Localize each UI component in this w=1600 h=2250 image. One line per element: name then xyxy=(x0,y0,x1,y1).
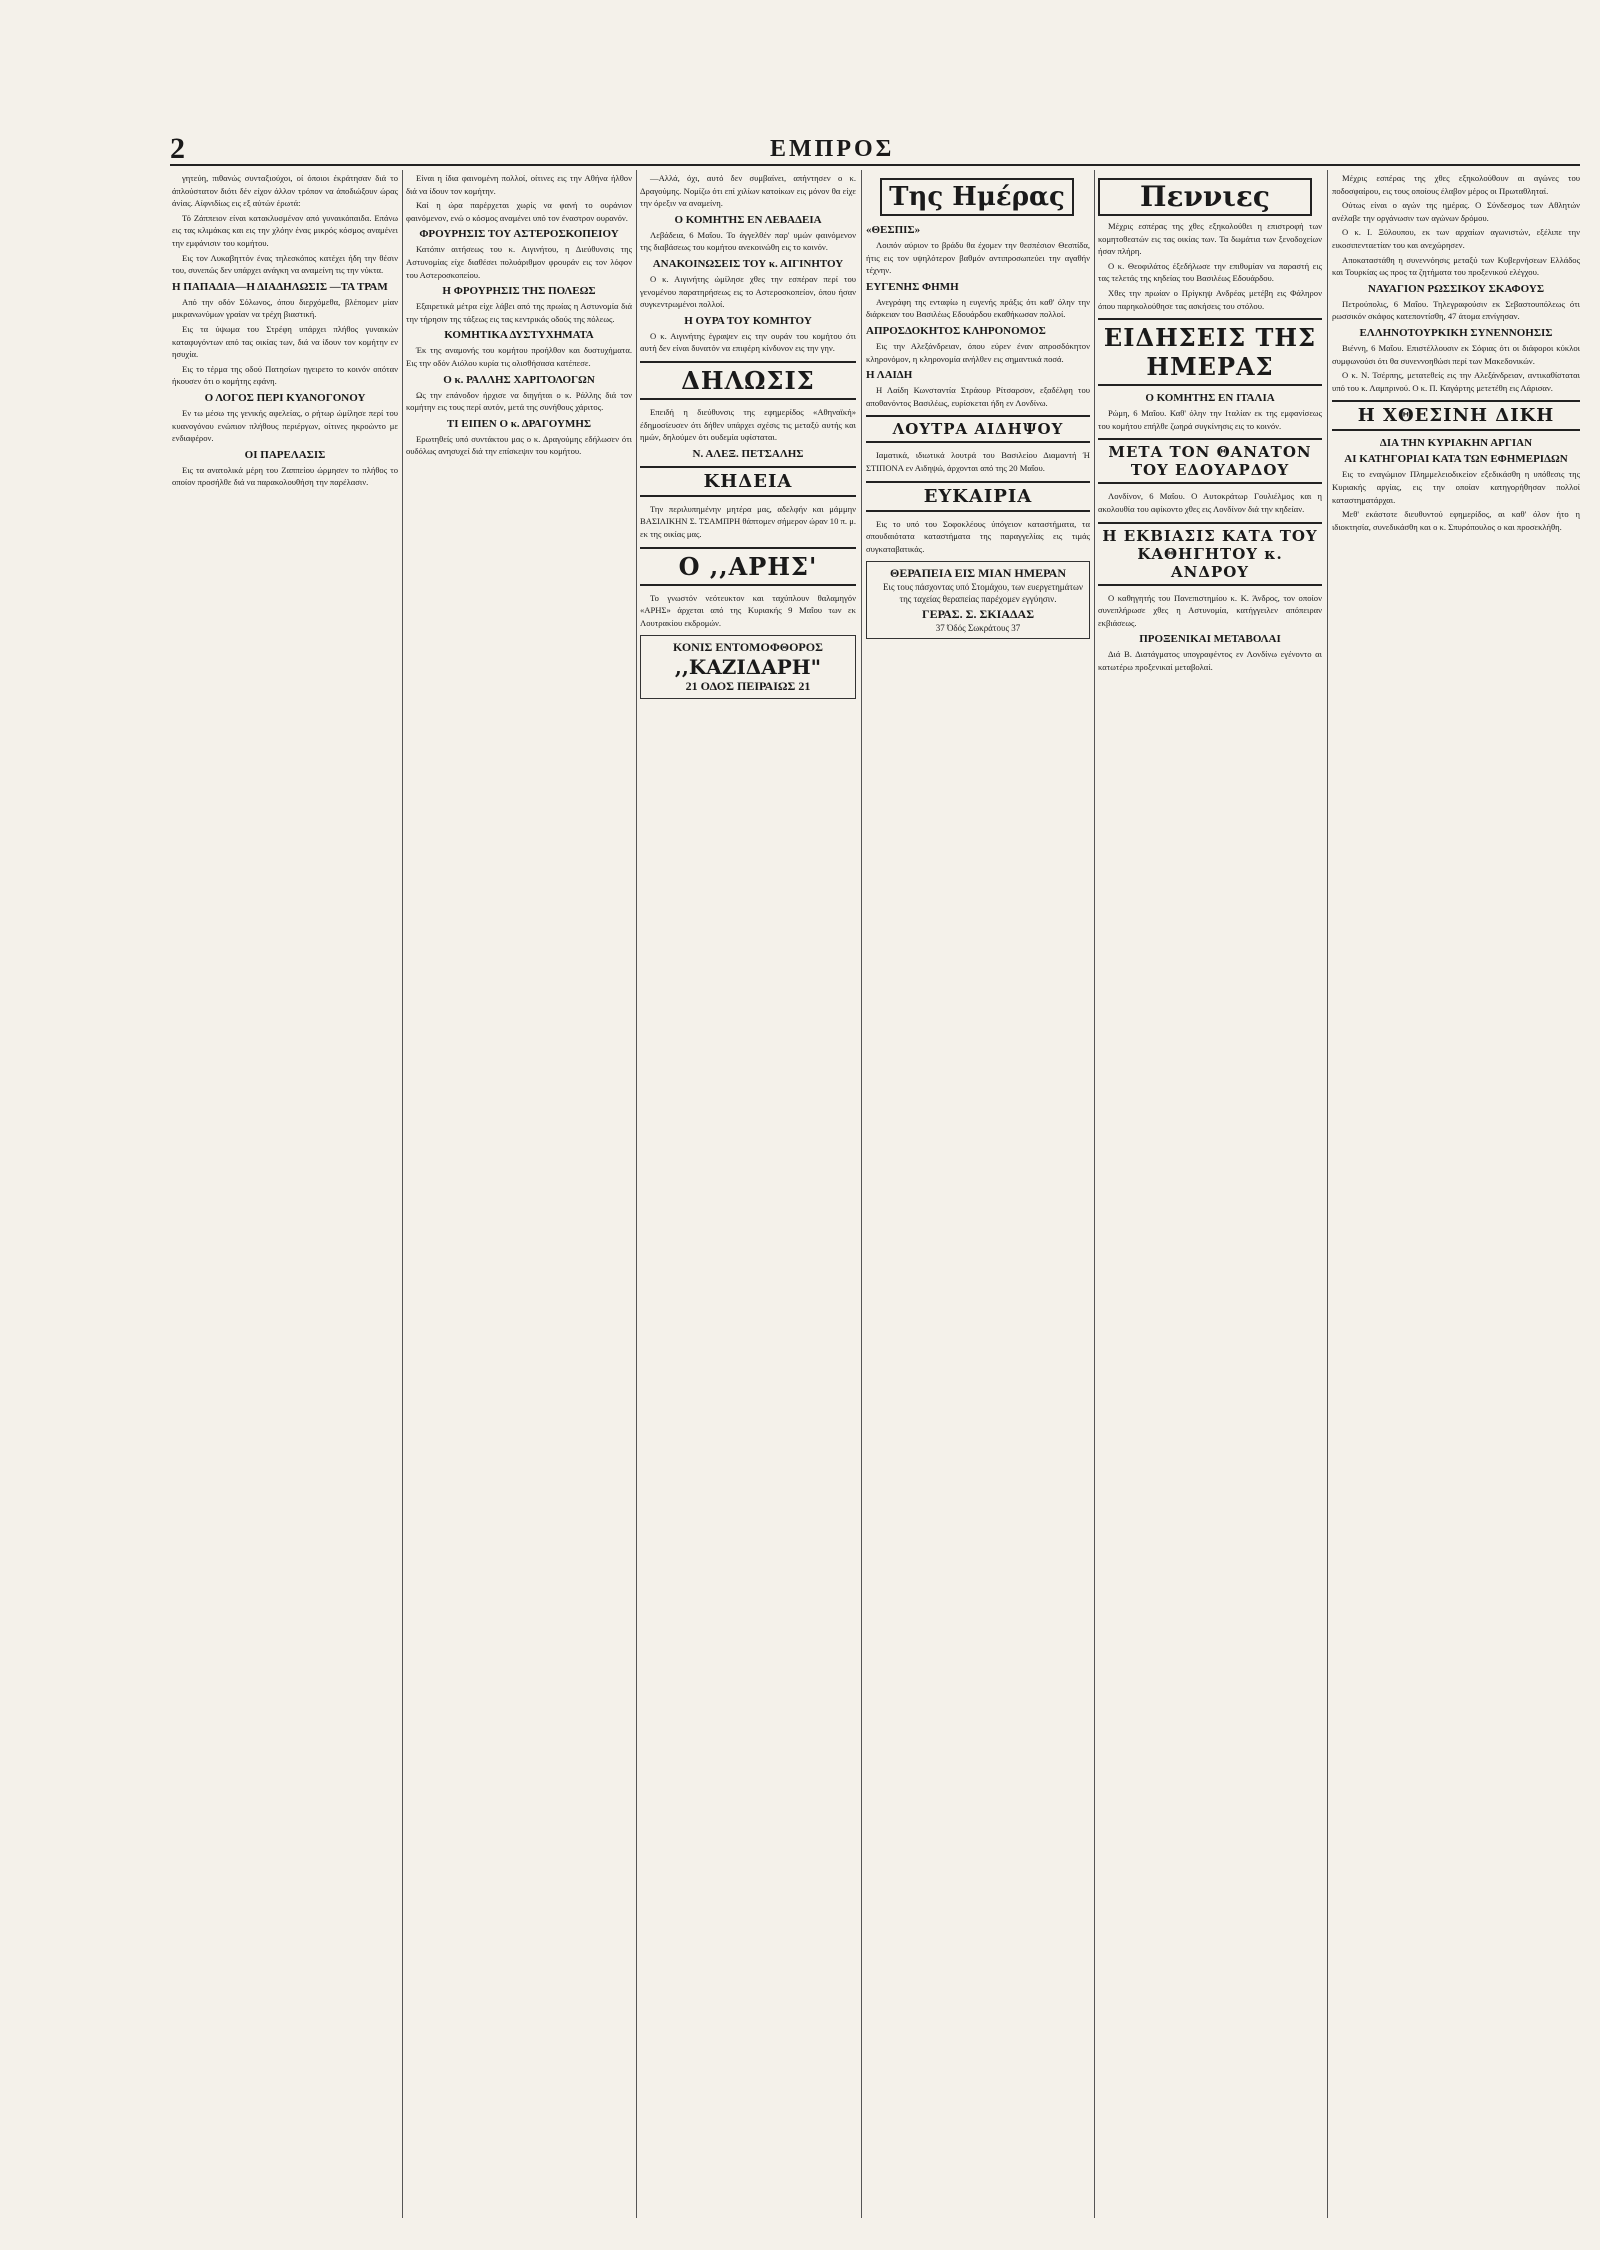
headline-evgenis-fimi: ΕΥΓΕΝΗΣ ΦΗΜΗ xyxy=(866,280,959,293)
headline-frourisis-ast: ΦΡΟΥΡΗΣΙΣ ΤΟΥ ΑΣΤΕΡΟΣΚΟΠΕΙΟΥ xyxy=(419,228,619,241)
article-text: γητεύη, πιθανώς συνταξιούχοι, οί όποιοι έκράτησαν διά το άπλούστατον διότι δέν είχον άλλον τρόπον να άποδιώξουν ώρας άνίας. Αίφνιδίως εις εξ αύτών έρωτά: xyxy=(172,173,398,209)
headline-eidiseis: ΕΙΔΗΣΕΙΣ ΤΗΣ ΗΜΕΡΑΣ xyxy=(1098,318,1322,386)
ad-therapeia-address: 37 Όδός Σωκράτους 37 xyxy=(935,623,1021,634)
column-divider xyxy=(1094,170,1095,2218)
article-text: Εις τα ανατολικά μέρη του Ζαππείου ώρμησεν το πλήθος το οποίον προσήλθε διά να παρακολουθήση την παρέλασιν. xyxy=(172,464,398,488)
headline-tis-imeras: Της Ημέρας xyxy=(880,178,1074,216)
article-text: Ιαματικά, ιδιωτικά λουτρά του Βασιλείου Διαμαντή Ή ΣΤΙΠΟΝΑ εν Αιδηψώ, άρχονται από της 20 Μαΐου. xyxy=(866,450,1090,473)
column-2 xyxy=(406,172,632,2212)
column-divider xyxy=(402,170,403,2218)
article-text: Το γνωστόν νεότευκτον και ταχύπλουν θαλαμηγόν «ΑΡΗΣ» άρχεται από της Κυριακής 9 Μαΐου των εκ Λουτρακίου εκδρομών. xyxy=(640,592,856,628)
article-text: Εις τα ύψωμα του Στρέφη υπάρχει πλήθος γυναικών καταφυγόντων από τας οικίας των, διά να ίδουν τον κομήτην εν ησυχία. xyxy=(172,323,398,360)
headline-kometis-italia: Ο ΚΟΜΗΤΗΣ ΕΝ ΙΤΑΛΙΑ xyxy=(1145,392,1275,405)
headline-aris: Ο ,,ΑΡΗΣ' xyxy=(640,547,856,586)
paper-name: ΕΜΠΡΟΣ xyxy=(770,136,895,162)
signature: Ν. ΑΛΕΞ. ΠΕΤΣΑΛΗΣ xyxy=(692,447,804,460)
article-text: Λοιπόν αύριον το βράδυ θα έχομεν την θεσπέσιον Θεσπίδα, ήτις εις τον υψηλότερον βαθμόν αντιπροσωπεύει την αγαθήν τέχνην. xyxy=(866,240,1090,276)
column-divider xyxy=(1327,170,1328,2218)
article-text: Ρώμη, 6 Μαΐου. Καθ' όλην την Ιταλίαν εκ της εμφανίσεως του κομήτου επήλθε ζωηρά συγκίνησις εις το κοινόν. xyxy=(1098,408,1322,431)
article-text: Τό Ζάππειον είναι κατακλυσμένον από γυναικόπαιδα. Επάνω εις τας κλιμάκας και εις την χλόην ένας μικρός κόσμος αναμένει την εμφάνισιν του κομήτου. xyxy=(172,212,398,248)
article-text: Μεθ' εκάστοτε διευθυντού εφημερίδος, αι καθ' όλον ήτο η ιδιοκτησία, συνεδικάσθη και ο κ. Σπυρόπουλος ο και προσεκλήθη. xyxy=(1332,509,1580,532)
column-1 xyxy=(172,172,398,2212)
column-divider xyxy=(861,170,862,2218)
headline-meta-thanaton: ΜΕΤΑ ΤΟΝ ΘΑΝΑΤΟΝ ΤΟΥ ΕΔΟΥΑΡΔΟΥ xyxy=(1098,438,1322,484)
headline-dilosis: ΔΗΛΩΣΙΣ xyxy=(640,361,856,400)
ad-therapeia xyxy=(866,561,1090,639)
masthead xyxy=(170,132,1580,165)
headline-parelasis: ΟΙ ΠΑΡΕΛΑΣΙΣ xyxy=(244,448,326,461)
article-text: Η Λαίδη Κωνσταντία Στράουρ Ρίτσαρσον, εξαδέλφη του αποθανόντος Βασιλέως, ευρίσκεται ήδη εν Λονδίνω. xyxy=(866,385,1090,408)
ad-konis xyxy=(640,635,856,699)
article-text: Ο κ. Αιγινήτης έγραψεν εις την ουράν του κομήτου ότι αυτή δεν είναι δυνατόν να επιφέρη κίνδυνον εις την γην. xyxy=(640,330,856,354)
headline-ti-eipen: ΤΙ ΕΙΠΕΝ Ο κ. ΔΡΑΓΟΥΜΗΣ xyxy=(446,417,592,430)
headline-oura: Η ΟΥΡΑ ΤΟΥ ΚΟΜΗΤΟΥ xyxy=(684,314,812,327)
ad-therapeia-title: ΘΕΡΑΠΕΙΑ ΕΙΣ ΜΙΑΝ ΗΜΕΡΑΝ xyxy=(890,566,1066,581)
headline-aiginitou: ΑΝΑΚΟΙΝΩΣΕΙΣ ΤΟΥ κ. ΑΙΓΙΝΗΤΟΥ xyxy=(652,257,844,270)
headline-logos: Ο ΛΟΓΟΣ ΠΕΡΙ ΚΥΑΝΟΓΟΝΟΥ xyxy=(204,391,366,404)
column-divider xyxy=(636,170,637,2218)
ad-kazidari: ,,ΚΑΖΙΔΑΡΗ" xyxy=(674,655,822,680)
headline-ekviasis: Η ΕΚΒΙΑΣΙΣ ΚΑΤΑ ΤΟΥ ΚΑΘΗΓΗΤΟΥ κ. ΑΝΔΡΟΥ xyxy=(1098,522,1322,586)
article-text: Επειδή η διεύθυνσις της εφημερίδος «Αθηναϊκή» έδημοσίευσεν ότι δήθεν υπάρχει σχέσις τις μεταξύ αυτής και ημών, δηλούμεν ότι ουδεμία υφίσταται. xyxy=(640,406,856,443)
headline-ellinotourkiki: ΕΛΛΗΝΟΤΟΥΡΚΙΚΗ ΣΥΝΕΝΝΟΗΣΙΣ xyxy=(1359,326,1553,339)
headline-loutra: ΛΟΥΤΡΑ ΑΙΔΗΨΟΥ xyxy=(866,415,1090,443)
article-text: Ερωτηθείς υπό συντάκτου μας ο κ. Δραγούμης εδήλωσεν ότι ουδόλως ανησυχεί διά την επίσκεψιν του κομήτου. xyxy=(406,433,632,457)
article-text: Εις τους πάσχοντας υπό Στομάχου, των ευεργετημάτων της ταχείας θεραπείας παρέχομεν εγγύησιν. xyxy=(883,582,1083,605)
headline-frourisis-pol: Η ΦΡΟΥΡΗΣΙΣ ΤΗΣ ΠΟΛΕΩΣ xyxy=(442,285,596,298)
article-text: Μέχρις εσπέρας της χθες εξηκολούθουν αι αγώνες του ποδοσφαίρου, εις τους οποίους έλαβον μέρος οι Πρωταθληταί. xyxy=(1332,173,1580,196)
article-text: Καί η ώρα παρέρχεται χωρίς να φανή το ουράνιον φαινόμενον, ενώ ο κόσμος αναμένει υπό τον έναστρον ουρανόν. xyxy=(406,200,632,223)
column-5 xyxy=(1098,220,1322,2212)
article-text: Ο κ. Θεοφιλάτος έξεδήλωσε την επιθυμίαν να παραστή εις τας τελετάς της κηδείας του Βασιλέως Εδουάρδου. xyxy=(1098,260,1322,284)
article-text: Την περιλυπημένην μητέρα μας, αδελφήν και μάμμην ΒΑΣΙΛΙΚΗΝ Σ. ΤΣΑΜΠΡΗ θάπτομεν σήμερον ώραν 10 π. μ. εκ της οικίας μας. xyxy=(640,503,856,539)
article-text: Κατόπιν αιτήσεως του κ. Αιγινήτου, η Διεύθυνσις της Αστυνομίας είχε διαθέσει πολυάριθμον φρουράν εις τον λόφον του Αστεροσκοπείου. xyxy=(406,244,632,280)
headline-rallis: Ο κ. ΡΑΛΛΗΣ ΧΑΡΙΤΟΛΟΓΩΝ xyxy=(443,373,595,386)
headline-kideia: ΚΗΔΕΙΑ xyxy=(640,466,856,497)
column-4 xyxy=(866,220,1090,2212)
column-3 xyxy=(640,172,856,2212)
article-text: Ανεγράφη της ενταφίω η ευγενής πράξις ότι καθ' όλην την διάρκειαν του Βασιλέως Εδουάρδου εκαθήκωσαν πολλοί. xyxy=(866,296,1090,320)
ad-gerasimos: ΓΕΡΑΣ. Σ. ΣΚΙΑΔΑΣ xyxy=(921,607,1035,622)
article-text: Εις το τέρμα της οδού Πατησίων ηγειρετο το κοινόν οπόταν ήκουσεν ότι ο κομήτης εφάνη. xyxy=(172,363,398,387)
article-text: Έκ της αναμονής του κομήτου προήλθον και δυστυχήματα. Εις την οδόν Αιόλου κυρία τις ολισθήσασα κατέπεσε. xyxy=(406,345,632,368)
article-text: Λεβάδεια, 6 Μαΐου. Το άγγελθέν παρ' υμών φαινόμενον της διαβάσεως του κομήτου ανεκοινώθη εις το κοινόν. xyxy=(640,229,856,253)
article-text: Ο κ. Ν. Τσέρπης, μετατεθείς εις την Αλεξάνδρειαν, αντικαθίσταται υπό του κ. Λαμπρινού. Ο κ. Π. Καγάρτης μετετέθη εις Λάρισαν. xyxy=(1332,370,1580,393)
article-text: Βιέννη, 6 Μαΐου. Επιστέλλουσιν εκ Σόφιας ότι οι διάφοροι κύκλοι συμφωνούσι ότι θα συνεννοηθώσι περί των Μακεδονικών. xyxy=(1332,342,1580,366)
headline-proxenikai: ΠΡΟΞΕΝΙΚΑΙ ΜΕΤΑΒΟΛΑΙ xyxy=(1139,633,1281,646)
article-text: Από την οδόν Σόλωνος, όπου διερχόμεθα, βλέπομεν μίαν μικρανωνύμων γραίαν να τρέχη βιαστική. xyxy=(172,296,398,320)
article-text: Ο καθηγητής του Πανεπιστημίου κ. Κ. Άνδρος, τον οποίον συνεπλήρωσε χθες η Αστυνομία, κατήγγειλεν απόπειραν εκβιάσεως. xyxy=(1098,592,1322,628)
article-text: Είναι η ίδια φαινομένη πολλοί, οίτινες εις την Αθήνα ήλθον διά να ίδουν τον κομήτην. xyxy=(406,173,632,196)
headline-kometika: ΚΟΜΗΤΙΚΑ ΔΥΣΤΥΧΗΜΑΤΑ xyxy=(444,329,594,342)
article-text: Αποκαταστάθη η συνεννόησις μεταξύ των Κυβερνήσεων Ελλάδος και Τουρκίας ως προς τα ζητήματα του προξενικού ελέγχου. xyxy=(1332,254,1580,278)
headline-kyriaki-argia: ΔΙΑ ΤΗΝ ΚΥΡΙΑΚΗΝ ΑΡΓΙΑΝ xyxy=(1379,437,1533,450)
headline-thespis: «ΘΕΣΠΙΣ» xyxy=(866,224,921,236)
headline-pennies: Πεννιες xyxy=(1098,178,1312,216)
article-text: Εξαιρετικά μέτρα είχε λάβει από της πρωίας η Αστυνομία διά την τήρησιν της τάξεως εις τας κεντρικάς οδούς της πόλεως. xyxy=(406,301,632,324)
masthead-rule xyxy=(170,164,1580,166)
headline-eukairia: ΕΥΚΑΙΡΙΑ xyxy=(866,481,1090,512)
article-text: Διά Β. Διατάγματος υπογραφέντος εν Λονδίνω εγένοντο αι κατωτέρω προξενικαί μεταβολαί. xyxy=(1098,649,1322,672)
headline-kometis-levadeia: Ο ΚΟΜΗΤΗΣ ΕΝ ΛΕΒΑΔΕΙΑ xyxy=(674,213,822,226)
column-6 xyxy=(1332,172,1580,2212)
article-text: Εις το εναγώμιον Πλημμελειοδικείον εξεδικάσθη η υπόθεσις της Κυριακής αργίας, εις την οποίαν κατηγορήθησαν πολλοί καταστηματάρχαι. xyxy=(1332,469,1580,505)
headline-navagion: ΝΑΥΑΓΙΟΝ ΡΩΣΣΙΚΟΥ ΣΚΑΦΟΥΣ xyxy=(1367,282,1545,295)
article-text: Ο κ. Αιγινήτης ώμίλησε χθες την εσπέραν περί του γενομένου παρατηρήσεως εις το Αστεροσκοπείον, όπου ήσαν συγκεντρωμένοι πολλοί. xyxy=(640,273,856,310)
article-text: Πετρούπολις, 6 Μαΐου. Τηλεγραφούσιν εκ Σεβαστουπόλεως ότι ρωσσικόν σκάφος κατεποντίσθη, 47 άτομα επνίγησαν. xyxy=(1332,298,1580,322)
article-text: Ως την επάνοδον ήρχισε να διηγήται ο κ. Ράλλης διά τον κομήτην εις τους περί αυτόν, μετά της συνήθους χάριτος. xyxy=(406,389,632,413)
article-text: Μέχρις εσπέρας της χθες εξηκολούθει η επιστροφή των κομητοθεατών εις τας οικίας των. Τα δωμάτια των ξενοδοχείων ήσαν πλήρη. xyxy=(1098,221,1322,257)
article-text: Εις το υπό του Σοφοκλέους ύπόγειον καταστήματα, τα σπουδαιότατα καταστήματα της παραγγελίας εις τιμάς συγκαταβατικάς. xyxy=(866,518,1090,554)
headline-kleronomos: ΑΠΡΟΣΔΟΚΗΤΟΣ ΚΛΗΡΟΝΟΜΟΣ xyxy=(866,324,1046,337)
article-text: Ούτως είναι ο αγών της ημέρας. Ο Σύνδεσμος των Αθλητών ανέλαβε την οργάνωσιν των αγώνων δρόμου. xyxy=(1332,200,1580,223)
ad-kazidari-address: 21 ΟΔΟΣ ΠΕΙΡΑΙΩΣ 21 xyxy=(685,679,811,694)
article-text: Λονδίνον, 6 Μαΐου. Ο Αυτοκράτωρ Γουλιέλμος και η ακολουθία του αφίκοντο χθες εις Λονδίνον διά την κηδείαν. xyxy=(1098,491,1322,514)
article-text: Χθες την πρωίαν ο Πρίγκηψ Ανδρέας μετέβη εις Φάληρον όπου παρηκολούθησε τας ασκήσεις του στόλου. xyxy=(1098,287,1322,311)
headline-katigories: ΑΙ ΚΑΤΗΓΟΡΙΑΙ ΚΑΤΑ ΤΩΝ ΕΦΗΜΕΡΙΔΩΝ xyxy=(1344,453,1568,466)
headline-laidi: Η ΛΑΙΔΗ xyxy=(866,369,913,382)
article-text: Εις την Αλεξάνδρειαν, όπου εύρεν έναν απροσδόκητον κληρονόμον, η κληρονομία ανήλθεν εις σημαντικά ποσά. xyxy=(866,340,1090,364)
headline-xthesini-diki: Η ΧΘΕΣΙΝΗ ΔΙΚΗ xyxy=(1332,400,1580,431)
article-text: Εν τω μέσω της γενικής αφελείας, ο ρήτωρ ώμίλησε περί του κυανογόνου ενώπιον πλήθους περιέργων, οίτινες ηκροώντο με ενδιαφέρον. xyxy=(172,407,398,444)
headline-papadia: Η ΠΑΠΑΔΙΑ—Η ΔΙΑΔΗΛΩΣΙΣ —ΤΑ ΤΡΑΜ xyxy=(172,280,388,293)
page-number: 2 xyxy=(170,132,185,165)
article-text: Ο κ. Ι. Ξύλουπου, εκ των αρχαίων αγωνιστών, εξέλιπε την εικοσιπενταετίαν του και ανεχώρησεν. xyxy=(1332,227,1580,250)
ad-konis-title: ΚΟΝΙΣ ΕΝΤΟΜΟΦΘΟΡΟΣ xyxy=(673,640,823,655)
article-text: Εις τον Λυκαβηττόν ένας τηλεσκόπος κατέχει ήδη την θέσιν του, συνεπώς δεν υπάρχει ανάγκη να αναμείνη τις την νύκτα. xyxy=(172,252,398,276)
article-text: —Αλλά, όχι, αυτό δεν συμβαίνει, απήντησεν ο κ. Δραγούμης. Νομίζω ότι επί χιλίων κατοίκων εις μόνον θα είχε την όρεξιν να αναμείνη. xyxy=(640,173,856,209)
